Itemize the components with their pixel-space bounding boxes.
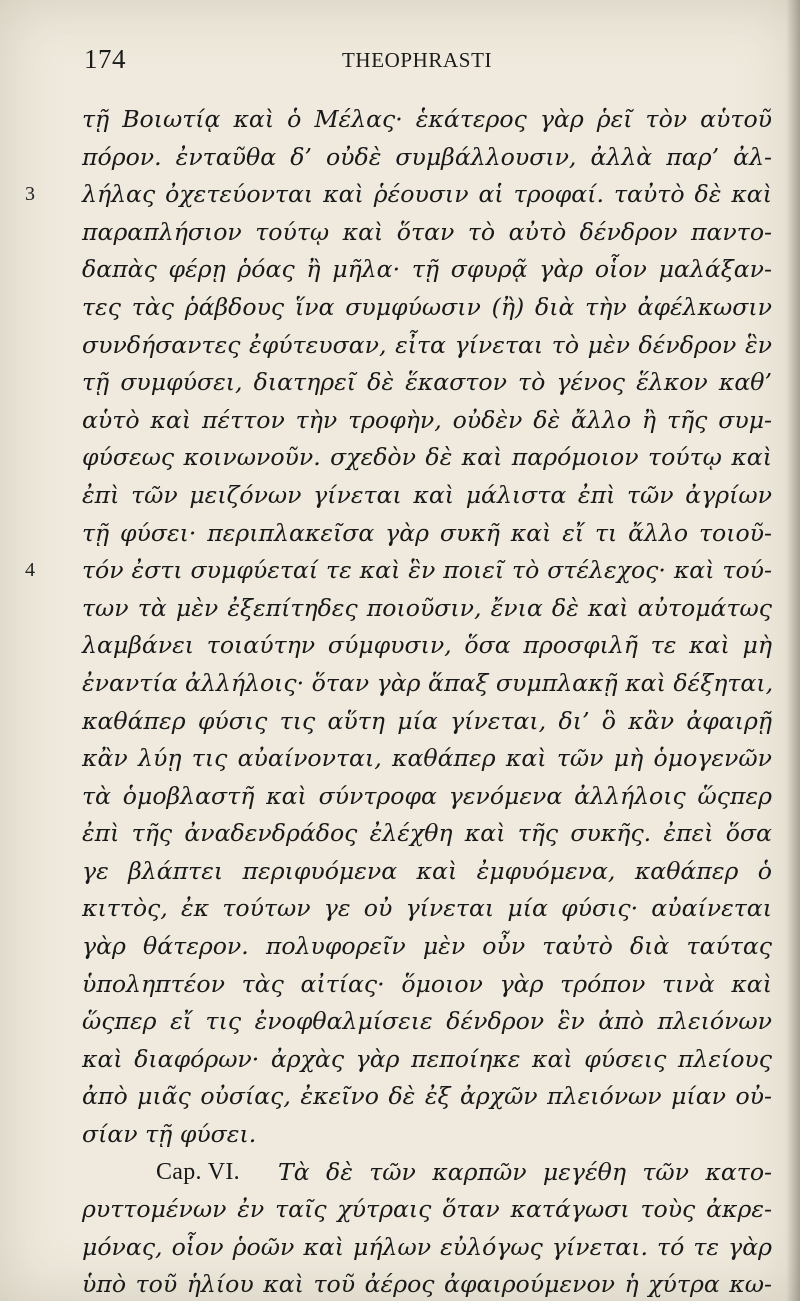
text-line-21: γε βλάπτει περιφυόμενα καὶ ἐμφυόμενα, καθάπερ ὁ bbox=[82, 856, 772, 885]
text-line-28: σίαν τῇ φύσει. bbox=[82, 1120, 257, 1149]
text-line-19: τὰ ὁμοβλαστῆ καὶ σύντροφα γενόμενα ἀλλήλοις ὥςπερ bbox=[82, 781, 772, 810]
text-line-13-content: τόν ἐστι συμφύεταί τε καὶ ἓν ποιεῖ τὸ στέλεχος· καὶ τού- bbox=[82, 556, 772, 585]
text-line-3 bbox=[25, 176, 772, 214]
text-line-5: δαπὰς φέρῃ ῥόας ἢ μῆλα· τῇ σφυρᾷ γὰρ οἷον μαλάξαν- bbox=[82, 255, 772, 284]
page-number: 174 bbox=[84, 44, 126, 74]
text-line-15: λαμβάνει τοιαύτην σύμφυσιν, ὅσα προσφιλῆ τε καὶ μὴ bbox=[82, 631, 772, 660]
running-head bbox=[84, 44, 764, 84]
text-line-2: πόρον. ἐνταῦθα δ’ οὐδὲ συμβάλλουσιν, ἀλλὰ παρ’ ἀλ- bbox=[82, 142, 772, 171]
chapter-line-3: μόνας, οἷον ῥοῶν καὶ μήλων εὐλόγως γίνεται. τό τε γὰρ bbox=[82, 1232, 772, 1261]
text-line-11: ἐπὶ τῶν μειζόνων γίνεται καὶ μάλιστα ἐπὶ τῶν ἀγρίων bbox=[82, 480, 772, 509]
text-line-1: τῇ Βοιωτίᾳ καὶ ὁ Μέλας· ἑκάτερος γὰρ ῥεῖ τὸν αὑτοῦ bbox=[82, 105, 772, 133]
text-line-3-content: λήλας ὀχετεύονται καὶ ῥέουσιν αἱ τροφαί. ταὐτὸ δὲ καὶ bbox=[82, 180, 772, 209]
text-line-25: ὥςπερ εἴ τις ἐνοφθαλμίσειε δένδρον ἓν ἀπὸ πλειόνων bbox=[82, 1007, 772, 1036]
margin-number-3: 3 bbox=[25, 183, 35, 206]
text-line-20: ἐπὶ τῆς ἀναδενδράδος ἐλέχθη καὶ τῆς συκῆς. ἐπεὶ ὅσα bbox=[82, 819, 772, 848]
text-line-13 bbox=[25, 552, 772, 590]
chapter-line-2: ρυττομένων ἐν ταῖς χύτραις ὅταν κατάγωσι τοὺς ἀκρε- bbox=[82, 1195, 772, 1224]
text-line-17: καθάπερ φύσις τις αὕτη μία γίνεται, δι’ ὃ κἂν ἀφαιρῇ bbox=[82, 706, 772, 735]
chapter-line-4: ὑπὸ τοῦ ἡλίου καὶ τοῦ ἀέρος ἀφαιρούμενον ἡ χύτρα κω- bbox=[82, 1270, 772, 1299]
text-line-24: ὑποληπτέον τὰς αἰτίας· ὅμοιον γὰρ τρόπον τινὰ καὶ bbox=[82, 969, 772, 998]
text-line-14: των τὰ μὲν ἐξεπίτηδες ποιοῦσιν, ἔνια δὲ καὶ αὐτομάτως bbox=[82, 593, 772, 622]
margin-number-4: 4 bbox=[25, 559, 35, 582]
greek-text-block bbox=[25, 101, 774, 1301]
text-line-16: ἐναντία ἀλλήλοις· ὅταν γὰρ ἅπαξ συμπλακῇ καὶ δέξηται, bbox=[82, 668, 774, 697]
chapter-label: Cap. VI. bbox=[156, 1158, 240, 1185]
text-line-12: τῇ φύσει· περιπλακεῖσα γὰρ συκῆ καὶ εἴ τι ἄλλο τοιοῦ- bbox=[82, 518, 772, 547]
text-line-9: αὑτὸ καὶ πέττον τὴν τροφὴν, οὐδὲν δὲ ἄλλο ἢ τῆς συμ- bbox=[82, 405, 772, 434]
text-line-8: τῇ συμφύσει, διατηρεῖ δὲ ἕκαστον τὸ γένος ἕλκον καθ’ bbox=[82, 368, 772, 397]
text-line-18: κἂν λύῃ τις αὐαίνονται, καθάπερ καὶ τῶν μὴ ὁμογενῶν bbox=[82, 744, 772, 773]
chapter-first-line: Τὰ δὲ τῶν καρπῶν μεγέθη τῶν κατο- bbox=[278, 1157, 772, 1186]
text-line-4: παραπλήσιον τούτῳ καὶ ὅταν τὸ αὐτὸ δένδρον παντο- bbox=[82, 217, 772, 246]
text-line-10: φύσεως κοινωνοῦν. σχεδὸν δὲ καὶ παρόμοιον τούτῳ καὶ bbox=[82, 443, 772, 472]
page-edge-shadow bbox=[786, 0, 800, 1301]
text-line-22: κιττὸς, ἐκ τούτων γε οὐ γίνεται μία φύσις· αὐαίνεται bbox=[82, 894, 772, 923]
text-line-6: τες τὰς ῥάβδους ἵνα συμφύωσιν (ἢ) διὰ τὴν ἀφέλκωσιν bbox=[82, 292, 772, 321]
text-line-23: γὰρ θάτερον. πολυφορεῖν μὲν οὖν ταὐτὸ διὰ ταύτας bbox=[82, 932, 772, 961]
running-head-title: THEOPHRASTI bbox=[342, 48, 493, 72]
text-line-26: καὶ διαφόρων· ἀρχὰς γὰρ πεποίηκε καὶ φύσεις πλείους bbox=[82, 1044, 772, 1073]
text-line-7: συνδήσαντες ἐφύτευσαν, εἶτα γίνεται τὸ μὲν δένδρον ἓν bbox=[82, 330, 772, 359]
chapter-heading-line bbox=[82, 1154, 772, 1192]
text-line-27: ἀπὸ μιᾶς οὐσίας, ἐκεῖνο δὲ ἐξ ἀρχῶν πλειόνων μίαν οὐ- bbox=[82, 1082, 772, 1111]
